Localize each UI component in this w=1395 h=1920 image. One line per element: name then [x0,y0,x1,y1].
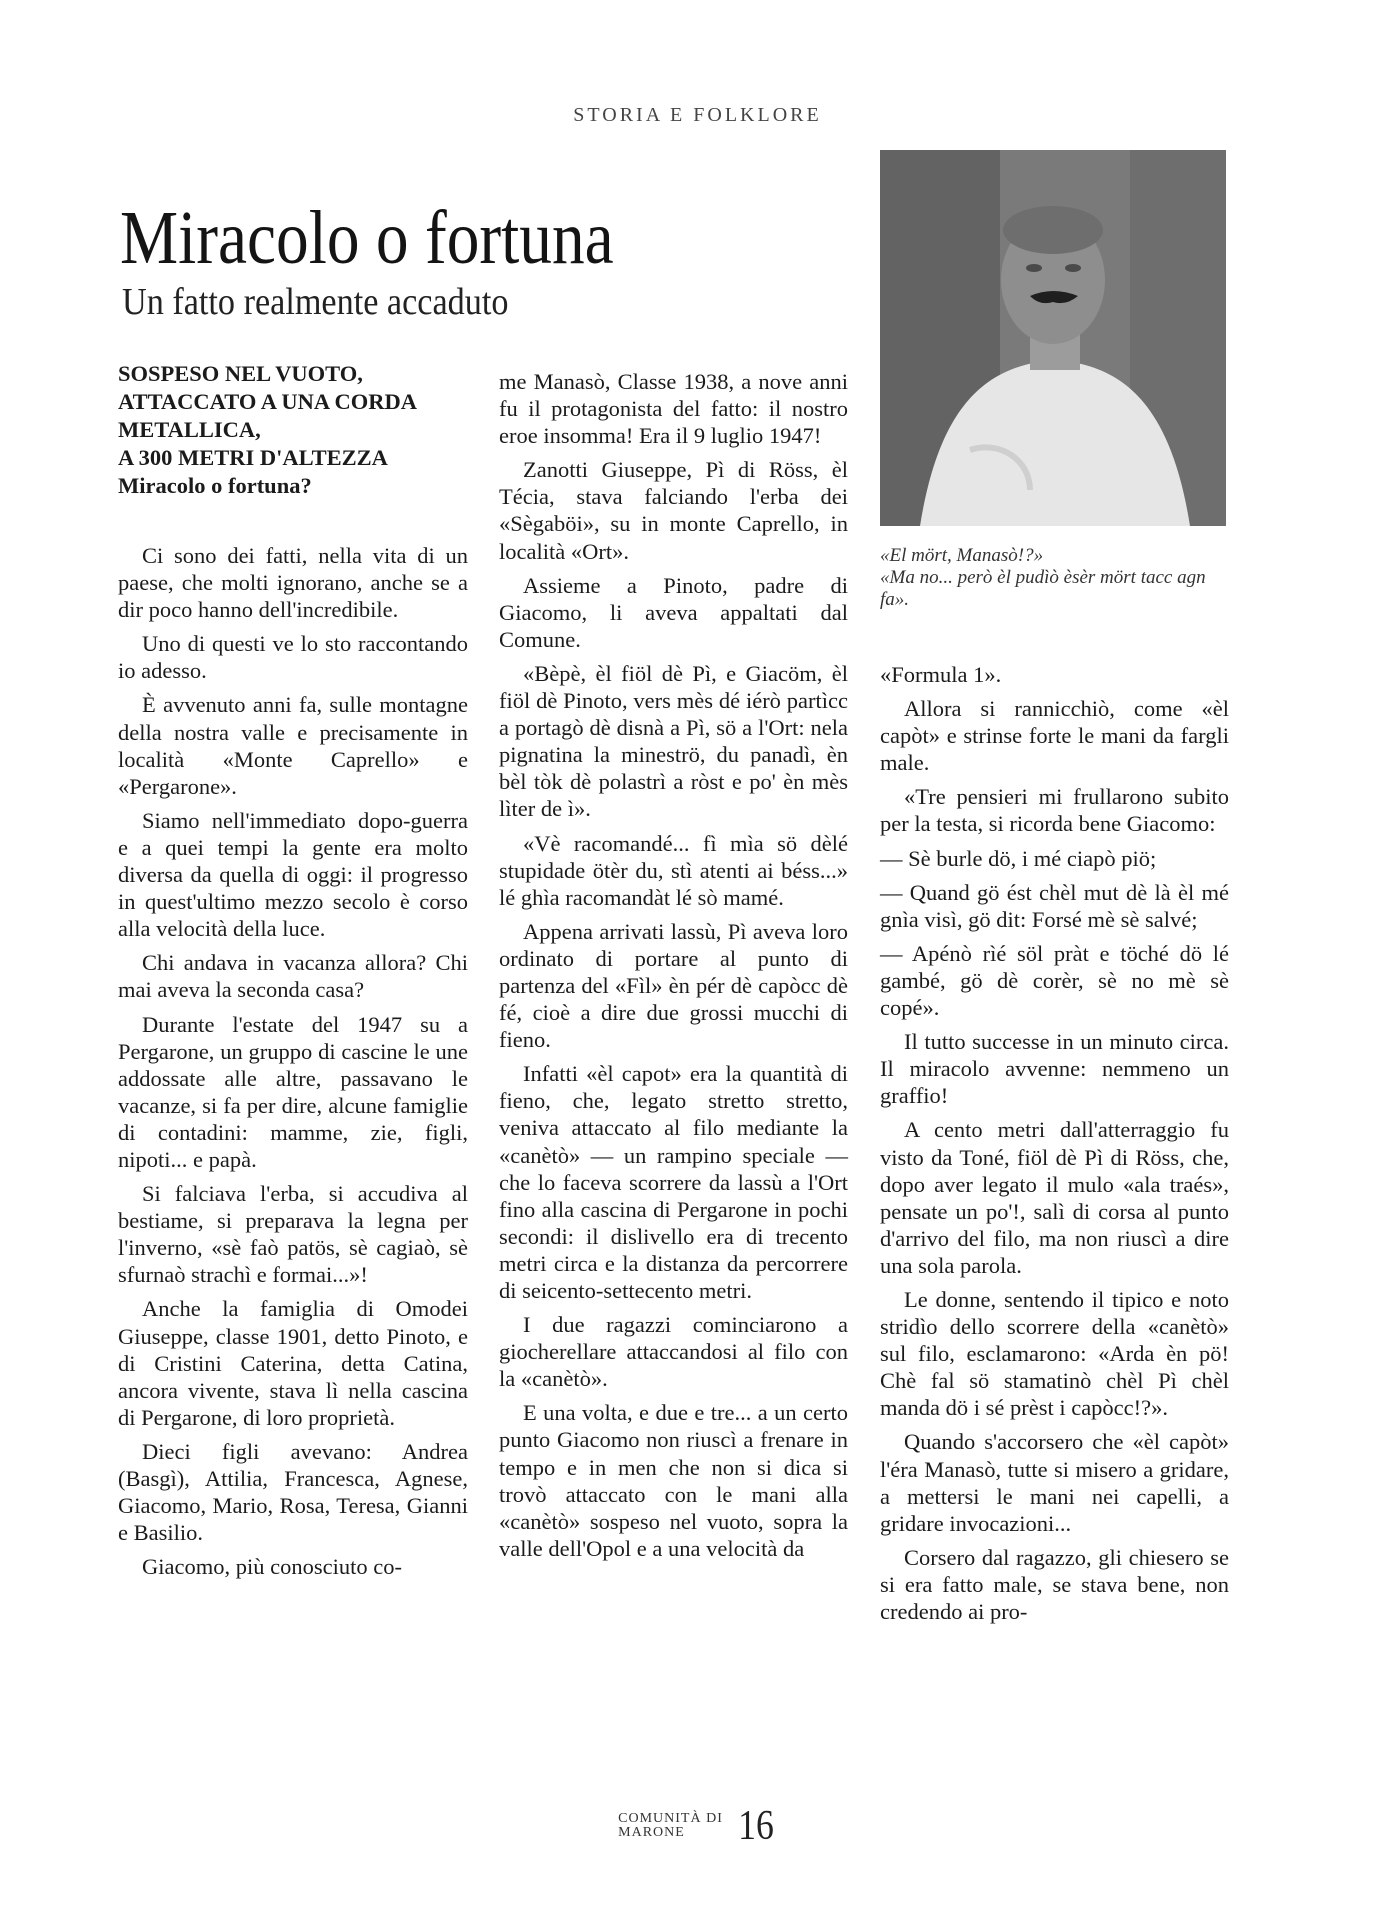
paragraph: Assieme a Pinoto, padre di Giacomo, li aveva appaltati dal Comune. [499,572,848,652]
paragraph: Infatti «èl capot» era la quantità di fieno, che, legato stretto stretto, veniva attaccato al filo mediante la «canètò» — un rampino speciale — che lo faceva scorrere da lassù a l'Ort fino alla cascina di Pergarone in pochi secondi: il dislivello era di trecento metri circa e la distanza da percorrere di seicento-settecento metri. [499,1061,848,1303]
portrait-photo [880,150,1226,526]
lead-line: SOSPESO NEL VUOTO, [118,361,363,386]
paragraph: Giacomo, più conosciuto co- [142,1554,402,1580]
section-label: STORIA E FOLKLORE [573,104,822,126]
portrait-illustration [880,150,1226,526]
paragraph: A cento metri dall'atterraggio fu visto da Toné, fiöl dè Pì di Röss, che, dopo aver legato il mulo «ala traés», pensate un po'!, salì di corsa al punto d'arrivo del filo, ma non riuscì a dire una sola parola. [880,1117,1229,1278]
paragraph: Zanotti Giuseppe, Pì di Röss, èl Técia, stava falciando l'erba dei «Sègaböi», su in monte Caprello, in località «Ort». [499,457,848,564]
lead-block [118,360,468,500]
paragraph: me Manasò, Classe 1938, a nove anni fu il protagonista del fatto: il nostro eroe insomma! Era il 9 luglio 1947! [499,369,848,449]
paragraph: Ci sono dei fatti, nella vita di un paese, che molti ignorano, anche se a dir poco hanno dell'incredibile. [118,543,468,623]
paragraph: Corsero dal ragazzo, gli chiesero se si era fatto male, se stava bene, non credendo ai pro- [880,1544,1229,1624]
page-footer [0,1805,1395,1847]
paragraph: E una volta, e due e tre... a un certo punto Giacomo non riuscì a frenare in tempo e in men che non si dica si trovò attaccato con le mani alla «canètò» sospeso nel vuoto, sopra la valle dell'Opol e a una velocità da [499,1400,848,1561]
magazine-name [618,1812,723,1840]
paragraph: «Vè racomandé... fì mìa sö dèlé stupidade ötèr du, stì atenti ai béss...» lé ghìa racomandàt lé sò mamé. [499,830,848,910]
lead-line: METALLICA, [118,417,261,442]
column-2 [499,368,848,1569]
lead-line: A 300 METRI D'ALTEZZA [118,445,388,470]
paragraph: — Apénò rìé söl pràt e töché dö lé gambé, gö dè corèr, sè no mè sè copé». [880,940,1229,1021]
paragraph: Siamo nell'immediato dopo-guerra e a quei tempi la gente era molto diversa da quella di oggi: il progresso in quest'ultimo mezzo secolo è corso alla velocità della luce. [118,807,468,942]
paragraph: Quando s'accorsero che «èl capòt» l'éra Manasò, tutte si misero a gridare, a mettersi le mani nei capelli, a gridare invocazioni... [880,1429,1229,1536]
column-1 [118,360,468,1587]
column-3 [880,661,1229,1632]
caption-line: «Ma no... però èl pudìò èsèr mört tacc agn fa». [880,567,1206,610]
magazine-line: MARONE [618,1825,685,1840]
page-number: 16 [738,1803,774,1849]
paragraph: I due ragazzi cominciarono a giocherellare attaccandosi al filo con la «canètò». [499,1312,848,1392]
paragraph: Uno di questi ve lo sto raccontando io adesso. [118,631,468,684]
article-title: Miracolo o fortuna [120,196,614,280]
paragraph: «Formula 1». [880,662,1002,687]
paragraph: — Quand gö ést chèl mut dè là èl mé gnìa visì, gö dit: Forsé mè sè salvé; [880,879,1229,932]
paragraph: Si falciava l'erba, si accudiva al bestiame, si preparava la legna per l'inverno, «sè faò patös, sè cagiaò, sè sfurnaò strachì e formai...»! [118,1181,468,1288]
paragraph: È avvenuto anni fa, sulle montagne della nostra valle e precisamente in località «Monte Caprello» e «Pergarone». [118,692,468,799]
paragraph: Dieci figli avevano: Andrea (Basgì), Attilia, Francesca, Agnese, Giacomo, Mario, Rosa, Teresa, Gianni e Basilio. [118,1438,468,1546]
paragraph: Chi andava in vacanza allora? Chi mai aveva la seconda casa? [118,950,468,1003]
paragraph: Il tutto successe in un minuto circa. Il miracolo avvenne: nemmeno un graffio! [880,1029,1229,1109]
magazine-line: COMUNITÀ DI [618,1811,723,1826]
lead-line: ATTACCATO A UNA CORDA [118,389,417,414]
caption-line: «El mört, Manasò!?» [880,545,1044,566]
paragraph: Le donne, sentendo il tipico e noto stridìo dello scorrere della «canètò» sul filo, esclamarono: «Arda èn pö! Chè fal sö stamatinò chèl Pì chèl manda dö i sé prèst i capòcc!?». [880,1286,1229,1421]
lead-line: Miracolo o fortuna? [118,473,312,498]
paragraph: Durante l'estate del 1947 su a Pergarone, un gruppo di cascine le une addossate alle altre, passavano le vacanze, si fa per dire, alcune famiglie di contadini: mamme, zie, figli, nipoti... e papà. [118,1011,468,1172]
paragraph: Anche la famiglia di Omodei Giuseppe, classe 1901, detto Pinoto, e di Cristini Caterina, detta Catina, ancora vivente, stava lì nella cascina di Pergarone, di loro proprietà. [118,1296,468,1430]
paragraph: «Tre pensieri mi frullarono subito per la testa, si ricorda bene Giacomo: [880,784,1229,837]
article-subtitle: Un fatto realmente accaduto [122,281,509,323]
paragraph: Allora si rannicchiò, come «èl capòt» e strinse forte le mani da fargli male. [880,696,1229,776]
paragraph: Appena arrivati lassù, Pì aveva loro ordinato di portare al punto di partenza del «Fìl» èn pér dè capòcc dè fé, cioè a dire due grossi mucchi di fieno. [499,918,848,1053]
paragraph: — Sè burle dö, i mé ciapò piö; [880,845,1157,871]
paragraph: «Bèpè, èl fiöl dè Pì, e Giacöm, èl fiöl dè Pinoto, vers mès dé iérò partìcc a portagò dè disnà a Pì, sö a l'Ort: nela pignatina la mineströ, du panadì, èn bèl tòk dè polastrì a ròst e po' èn mès lìter de ì». [499,660,848,822]
photo-caption [880,545,1226,611]
